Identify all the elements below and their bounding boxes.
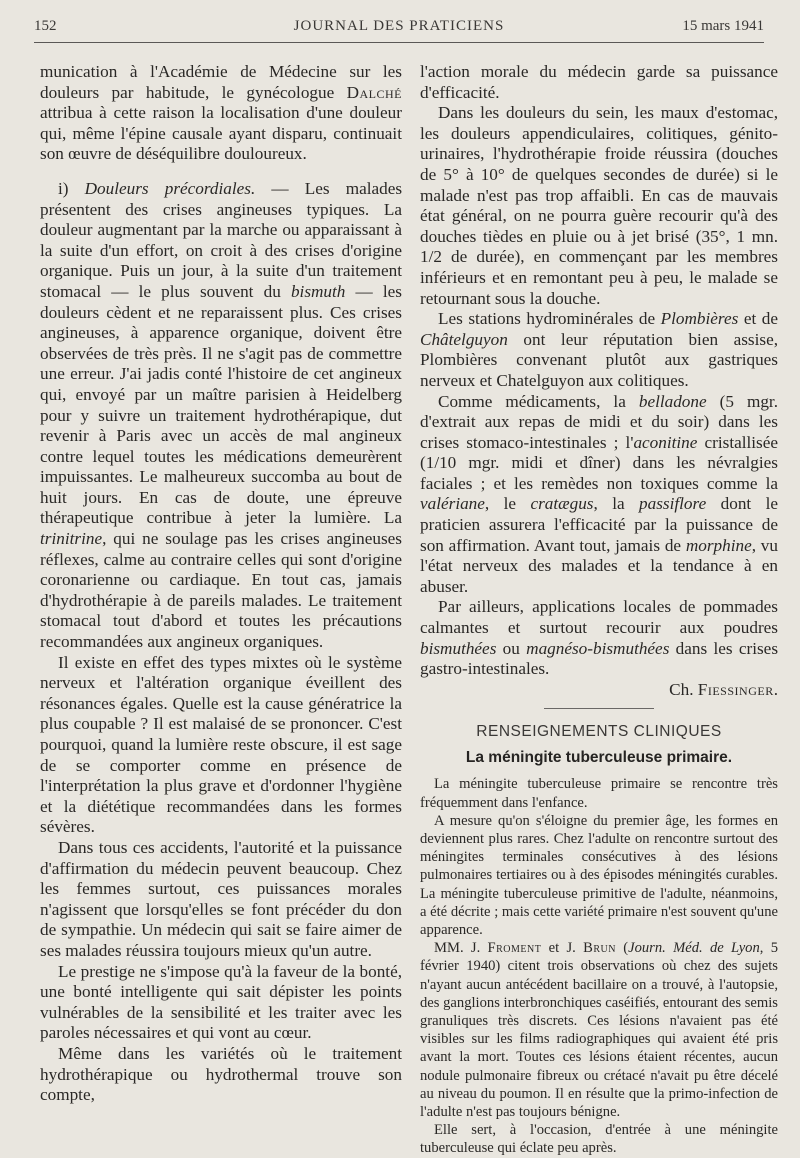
term: aconitine <box>633 432 698 452</box>
text-run: dont le praticien assurera l'efficacité par la puissance de son affirmation. Avant tout, jamais de <box>420 494 779 555</box>
section-heading: RENSEIGNEMENTS CLINIQUES <box>476 723 722 741</box>
paragraph <box>420 597 778 679</box>
term: morphine <box>685 535 752 555</box>
author-name: Froment <box>487 940 542 957</box>
text-run: cristallisée (1/10 mgr. midi et dîner) dans les névralgies faciales ; et les remèdes non toxiques comme la <box>420 432 779 493</box>
signature-initial: Ch. <box>669 679 698 699</box>
item-label: i) <box>58 178 85 198</box>
signature <box>669 680 778 701</box>
term: passiflore <box>639 494 707 514</box>
section-divider <box>544 708 654 709</box>
page-number: 152 <box>34 18 57 34</box>
text-run: ou <box>496 638 527 658</box>
place-name: Châtelguyon <box>420 329 508 349</box>
paragraph <box>420 939 778 1121</box>
paragraph <box>40 62 402 165</box>
text-run: Les stations hydrominérales de <box>438 309 661 329</box>
article-title: La méningite tuberculeuse primaire. <box>465 749 733 767</box>
term: bismuthées <box>420 638 497 658</box>
text-run: , le <box>484 494 531 514</box>
paragraph: La méningite tuberculeuse primaire se rencontre très fréquemment dans l'enfance. <box>420 776 778 811</box>
text-run: et de <box>738 309 778 329</box>
author-name: Brun <box>583 940 616 957</box>
paragraph: Dans tous ces accidents, l'autorité et la puissance d'affirmation du médecin peuvent beaucoup. Chez les femmes surtout, ces puissances morales n'agissent que lorsqu'elles se font précéder du don de sympathie. Un médecin qui sait se faire aimer de ses malades réussira toujours mieux qu'un autre. <box>40 837 402 960</box>
right-column <box>420 62 778 1158</box>
paragraph: A mesure qu'on s'éloigne du premier âge, les formes en deviennent plus rares. Chez l'adulte on rencontre surtout des méningites terminales consécutives à des lésions pulmonaires tertiaires ou à des épisodes méningités curables. La méningite tuberculeuse primitive de l'adulte, néanmoins, a été décrite ; mais cette variété primaire n'est souvent qu'une apparence. <box>420 812 778 939</box>
text-run: Comme médicaments, la <box>438 391 639 411</box>
paragraph: Il existe en effet des types mixtes où le système nerveux et l'altération organique éveillent des résonances égales. Quelle est la cause génératrice la plus coupable ? Il est malaisé de se prononcer. C'est pourquoi, quand la lumière reste obscure, il est sage de se comporter comme en présence de l'interprétation la plus grave et d'ordonner l'hygiène et la diététique recommandées dans les formes sévères. <box>40 652 402 837</box>
paragraph <box>40 179 402 653</box>
paragraph: Même dans les variétés où le traitement hydrothérapique ou hydrothermal trouve son compte, <box>40 1043 402 1105</box>
text-run: ( <box>615 940 629 957</box>
text-run: (5 mgr. d'extrait aux repas de midi et du soir) dans les crises stomaco-intestinales ; l' <box>420 391 778 452</box>
signature-line <box>420 680 778 701</box>
paragraph: Elle sert, à l'occasion, d'entrée à une méningite tuberculeuse qui éclate peu après. <box>420 1122 778 1157</box>
running-header <box>34 18 764 40</box>
author-name: Dalché <box>346 82 402 102</box>
text-run: dans les crises gastro-intestinales. <box>420 638 779 679</box>
paragraph: l'action morale du médecin garde sa puissance d'efficacité. <box>420 62 778 102</box>
header-rule <box>34 42 764 43</box>
text-run: , 5 février 1940) citent trois observations où chez des sujets n'ayant aucun antécédent bacillaire on a trouvé, à l'autopsie, des ganglions interbronchiques caséifiés, entourant des semis granuliques très discrets. Ces lésions n'avaient pas été visibles sur les films radiographiques qui avaient été pris avant la mort. Toutes ces lésions étaient récentes, aucun nodule pulmonaire fibreux ou crétacé n'avait pu être décelé au niveau du poumon. Il en résulte que la primo-infection de l'adulte n'est pas toujours bénigne. <box>420 940 779 1121</box>
term: trinitrine <box>40 529 103 549</box>
term: cratægus <box>530 494 594 514</box>
term: bismuth <box>290 281 346 301</box>
text-run: , vu l'état nerveux des malades et la tendance à en abuser. <box>420 535 778 596</box>
journal-title: JOURNAL DES PRATICIENS <box>293 18 505 34</box>
paragraph <box>420 309 778 391</box>
signature-name: Fiessinger <box>697 679 774 699</box>
issue-date: 15 mars 1941 <box>682 18 764 34</box>
paragraph: Le prestige ne s'impose qu'à la faveur de la bonté, une bonté intelligente qui sait dépister les points vulnérables de la sensibilité et les traiter avec les paroles nécessaires et qui vont au cœur. <box>40 961 402 1043</box>
paragraph <box>420 392 778 598</box>
text-run: munication à l'Académie de Médecine sur les douleurs par habitude, le gynécologue <box>40 62 402 102</box>
place-name: Plombières <box>660 309 739 329</box>
paragraph: Dans les douleurs du sein, les maux d'estomac, les douleurs appendiculaires, colitiques, génito-urinaires, l'hydrothérapie froide réussira (douches de 5° à 10° de quelques secondes de durée) si le malade n'est pas trop affaibli. En cas de mauvais état général, on ne pourra guère recourir qu'à des douches tièdes en pluie ou à jet brisé (35°, 1 mn. 1/2 de durée), en commençant par les membres inférieurs et en remontant peu à peu, le malade se retournant sous la douche. <box>420 103 778 308</box>
subheading: Douleurs précordiales. <box>84 178 256 198</box>
text-run: MM. J. <box>434 940 488 957</box>
text-run: et J. <box>541 940 584 957</box>
text-run: , qui ne soulage pas les crises angineuses réflexes, calme au contraire celles qui sont d'origine coronarienne ou cardiaque. En tout cas, jamais d'hydrothérapie à de pareils malades. Le traitement stomacal tout d'abord et toutes les précautions recommandées aux angineux organiques. <box>40 529 402 652</box>
text-run: , la <box>593 494 640 514</box>
text-run: — Les malades présentent des crises angineuses typiques. La douleur augmentant par la marche ou apparaissant à la suite d'un effort, on croit à des crises d'origine organique. Puis un jour, à la suite d'un traitement stomacal — le plus souvent du <box>40 178 403 301</box>
term: valériane <box>420 494 485 514</box>
text-run: Par ailleurs, applications locales de pommades calmantes et surtout recourir aux poudres <box>420 597 778 638</box>
signature-period: . <box>773 679 778 699</box>
article-body <box>420 775 778 1157</box>
term: magnéso-bismuthées <box>526 638 670 658</box>
text-run: — les douleurs cèdent et ne reparaissent plus. Ces crises angineuses, à apparence organique, doivent être observées de très près. Il ne s'agit pas de commettre une erreur. J'ai jadis conté l'histoire de cet angineux qui, envoyé par un maître parisien à Heidelberg pour y suivre un traitement hydrothérapique, dut revenir à Paris avec un accès de mal angineux contre lequel toutes les médications demeurèrent impuissantes. Le malheureux succomba au bout de huit jours. En cas de doute, une épreuve thérapeutique contribue à jeter la lumière. La <box>40 281 402 528</box>
text-run: attribua à cette raison la localisation d'une douleur qui, même l'épine causale ayant disparu, continuait son œuvre de déséquilibre douloureux. <box>40 103 402 164</box>
text-run: ont leur réputation bien assise, Plombières convenant plutôt aux gastriques nerveux et Chatelguyon aux colitiques. <box>420 329 778 390</box>
term: belladone <box>638 391 707 411</box>
left-column <box>40 62 402 1106</box>
citation: Journ. Méd. de Lyon <box>628 940 760 957</box>
